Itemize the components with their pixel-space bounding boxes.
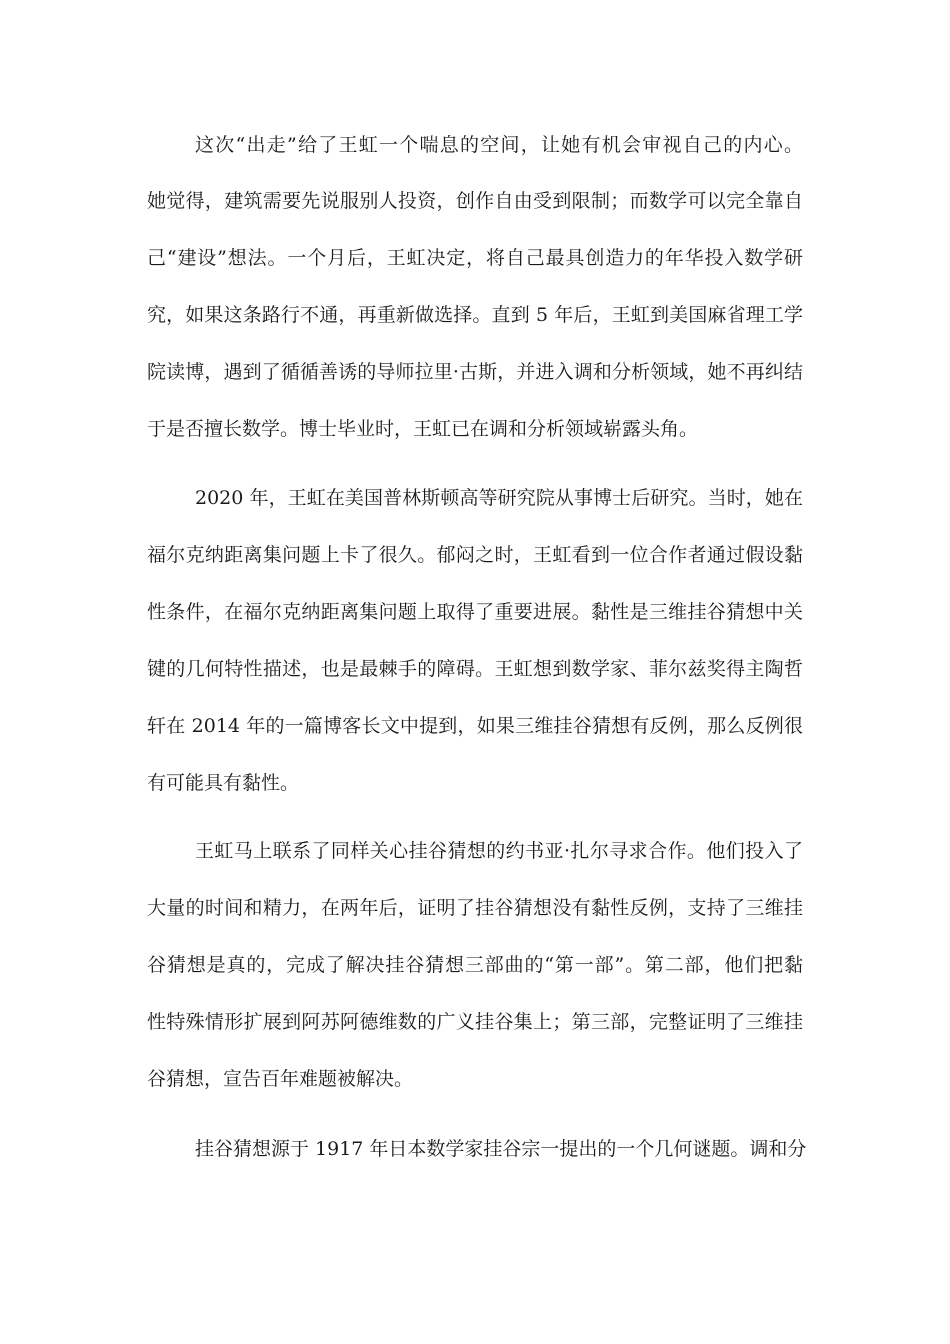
- paragraph-1-line-6: 于是否擅长数学。博士毕业时，王虹已在调和分析领域崭露头角。: [147, 418, 699, 440]
- paragraph-2-line-6: 有可能具有黏性。: [147, 772, 300, 794]
- paragraph-2-line-3: 性条件，在福尔克纳距离集问题上取得了重要进展。黏性是三维挂谷猜想中关: [147, 601, 803, 623]
- paragraph-3-line-3: 谷猜想是真的，完成了解决挂谷猜想三部曲的“第一部”。第二部，他们把黏: [147, 954, 803, 976]
- paragraph-3-line-4: 性特殊情形扩展到阿苏阿德维数的广义挂谷集上；第三部，完整证明了三维挂: [147, 1011, 803, 1033]
- paragraph-2-line-5: 轩在 2014 年的一篇博客长文中提到，如果三维挂谷猜想有反例，那么反例很: [147, 715, 803, 737]
- paragraph-4-line-1: 挂谷猜想源于 1917 年日本数学家挂谷宗一提出的一个几何谜题。调和分: [195, 1138, 807, 1160]
- paragraph-1-line-1: 这次“出走”给了王虹一个喘息的空间，让她有机会审视自己的内心。: [195, 134, 803, 156]
- paragraph-1-line-4: 究，如果这条路行不通，再重新做选择。直到 5 年后，王虹到美国麻省理工学: [147, 304, 803, 326]
- paragraph-2-line-2: 福尔克纳距离集问题上卡了很久。郁闷之时，王虹看到一位合作者通过假设黏: [147, 544, 803, 566]
- paragraph-3-line-5: 谷猜想，宣告百年难题被解决。: [147, 1068, 414, 1090]
- paragraph-2-line-1: 2020 年，王虹在美国普林斯顿高等研究院从事博士后研究。当时，她在: [195, 487, 803, 509]
- paragraph-1-line-5: 院读博，遇到了循循善诱的导师拉里·古斯，并进入调和分析领域，她不再纠结: [147, 361, 803, 383]
- paragraph-3-line-2: 大量的时间和精力，在两年后，证明了挂谷猜想没有黏性反例，支持了三维挂: [147, 897, 803, 919]
- paragraph-1-line-3: 己“建设”想法。一个月后，王虹决定，将自己最具创造力的年华投入数学研: [147, 247, 803, 269]
- paragraph-1-line-2: 她觉得，建筑需要先说服别人投资，创作自由受到限制；而数学可以完全靠自: [147, 190, 803, 212]
- paragraph-3-line-1: 王虹马上联系了同样关心挂谷猜想的约书亚·扎尔寻求合作。他们投入了: [195, 840, 803, 862]
- paragraph-2-line-4: 键的几何特性描述，也是最棘手的障碍。王虹想到数学家、菲尔兹奖得主陶哲: [147, 658, 803, 680]
